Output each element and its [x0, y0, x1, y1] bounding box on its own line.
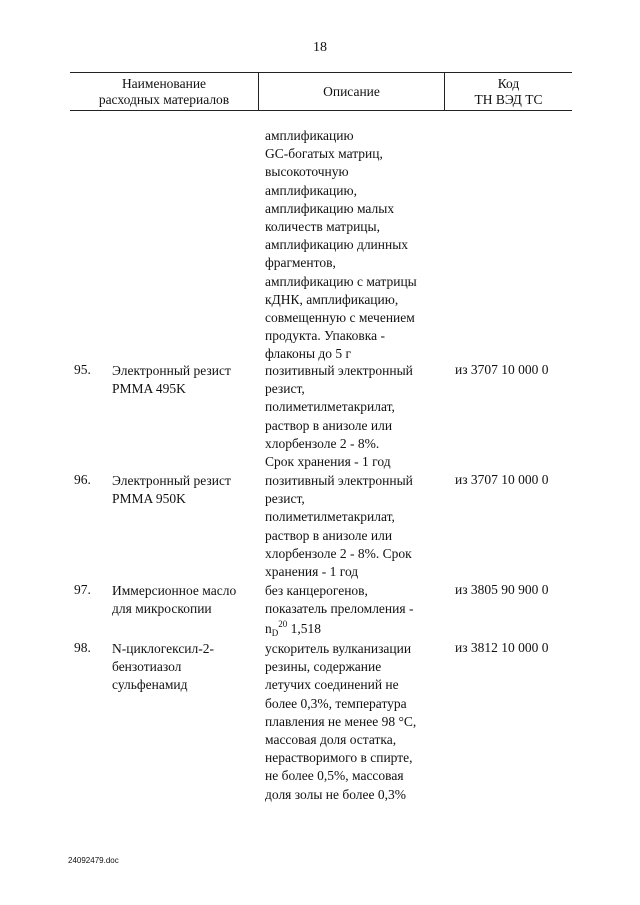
description-line: позитивный электронный — [265, 363, 413, 378]
row-code: из 3707 10 000 0 — [455, 362, 549, 377]
description-line: продукта. Упаковка - — [265, 328, 385, 344]
row-description — [265, 472, 445, 581]
description-line: фрагментов, — [265, 255, 336, 271]
description-line: раствор в анизоле или — [265, 527, 393, 543]
description-line: хлорбензоле 2 - 8%. Срок — [265, 545, 412, 561]
description-line: амплификацию — [265, 128, 354, 143]
description-line: флаконы до 5 г — [265, 346, 352, 362]
name-line: N-циклогексил-2- — [112, 641, 215, 656]
formula-subscript: D — [271, 628, 279, 639]
row-name — [112, 582, 262, 618]
row-code: из 3812 10 000 0 — [455, 640, 549, 655]
formula-symbol: n — [265, 621, 272, 637]
description-line: хлорбензоле 2 - 8%. — [265, 435, 380, 451]
continued-description — [265, 127, 445, 364]
header-name-line: расходных материалов — [98, 91, 230, 107]
row-description — [265, 362, 445, 471]
row-code: из 3707 10 000 0 — [455, 472, 549, 487]
row-description — [265, 640, 445, 804]
description-line: доля золы не более 0,3% — [265, 786, 407, 802]
description-line: полиметилметакрилат, — [265, 399, 395, 415]
description-line: ускоритель вулканизации — [265, 641, 412, 656]
header-code-column — [445, 73, 572, 110]
description-line: массовая доля остатка, — [265, 732, 397, 748]
footer-filename: 24092479.doc — [68, 856, 119, 865]
name-line: PMMA 950K — [112, 491, 186, 507]
header-description-column — [259, 73, 444, 110]
description-line: амплификацию, — [265, 182, 357, 198]
description-line: GC-богатых матриц, — [265, 146, 383, 162]
name-line: Электронный резист — [112, 363, 231, 378]
header-description-label: Описание — [323, 83, 380, 99]
description-line: хранения - 1 год — [265, 564, 359, 580]
name-line: сульфенамид — [112, 677, 188, 693]
description-line: резины, содержание — [265, 659, 382, 675]
row-number: 95. — [74, 362, 91, 377]
description-line: не более 0,5%, массовая — [265, 768, 404, 784]
description-line: кДНК, амплификацию, — [265, 291, 399, 307]
row-number: 97. — [74, 582, 91, 597]
name-line: для микроскопии — [112, 601, 212, 617]
description-line: амплификацию длинных — [265, 237, 409, 253]
formula-value: 1,518 — [287, 621, 321, 637]
name-line: Электронный резист — [112, 473, 231, 488]
description-line: полиметилметакрилат, — [265, 509, 395, 525]
header-name-line: Наименование — [121, 75, 207, 91]
page-number: 18 — [313, 40, 327, 55]
description-line: показатель преломления - — [265, 601, 414, 617]
description-line: летучих соединений не — [265, 677, 399, 693]
description-line: позитивный электронный — [265, 473, 413, 488]
row-name — [112, 472, 262, 508]
description-line: более 0,3%, температура — [265, 695, 407, 711]
refractive-index-formula — [265, 620, 445, 638]
row-code: из 3805 90 900 0 — [455, 582, 549, 597]
row-name — [112, 362, 262, 398]
description-line: амплификацию малых — [265, 200, 395, 216]
description-line: раствор в анизоле или — [265, 417, 393, 433]
description-line: высокоточную — [265, 164, 349, 180]
description-line: без канцерогенов, — [265, 583, 368, 598]
description-line: амплификацию с матрицы — [265, 273, 417, 289]
row-number: 98. — [74, 640, 91, 655]
description-line: количеств матрицы, — [265, 219, 380, 235]
name-line: бензотиазол — [112, 659, 182, 675]
header-code-line: Код — [497, 75, 520, 91]
header-name-column — [70, 73, 258, 110]
description-line: резист, — [265, 381, 305, 397]
description-line: резист, — [265, 491, 305, 507]
row-description — [265, 582, 445, 639]
formula-superscript: 20 — [278, 619, 288, 630]
row-number: 96. — [74, 472, 91, 487]
description-line: плавления не менее 98 °С, — [265, 713, 417, 729]
name-line: PMMA 495K — [112, 381, 186, 397]
header-code-line: ТН ВЭД ТС — [474, 91, 543, 107]
table-header — [70, 72, 572, 111]
description-line: Срок хранения - 1 год — [265, 454, 391, 470]
description-line: нерастворимого в спирте, — [265, 750, 413, 766]
row-name — [112, 640, 262, 695]
description-line: совмещенную с мечением — [265, 310, 415, 326]
name-line: Иммерсионное масло — [112, 583, 237, 598]
